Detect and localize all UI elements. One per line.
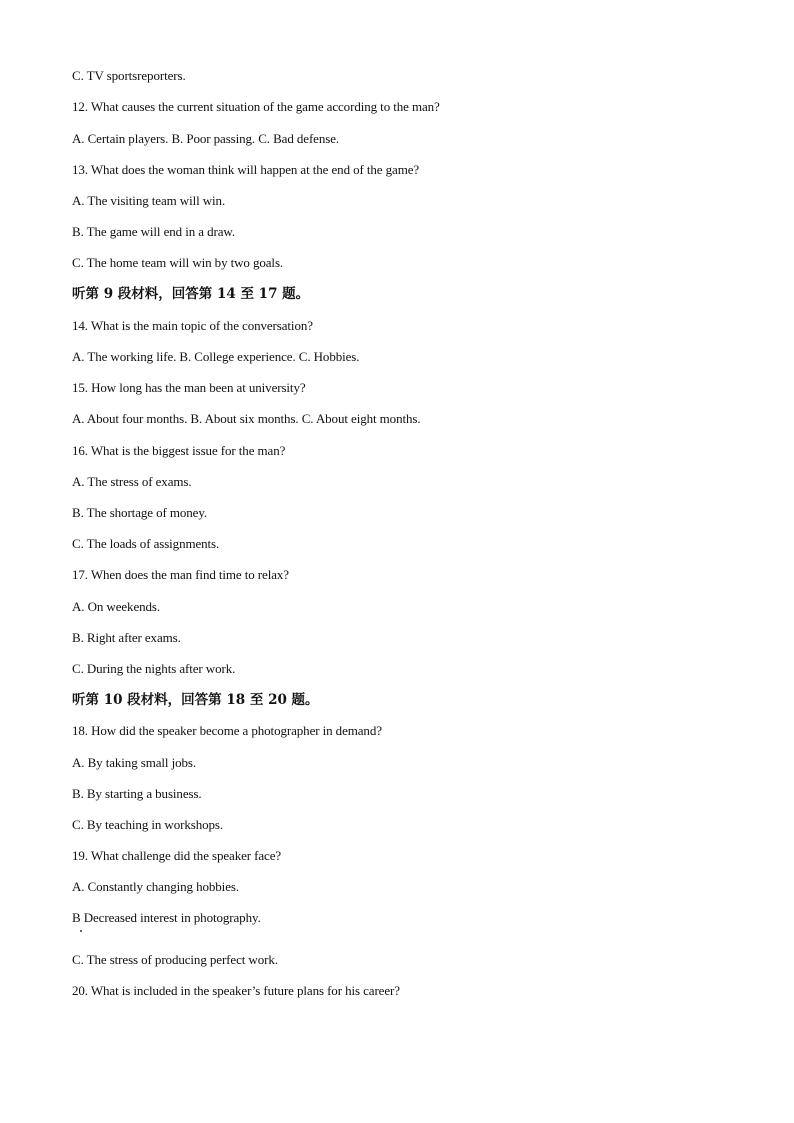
option-19c: C. The stress of producing perfect work. [72, 952, 278, 967]
stray-mark [80, 930, 82, 932]
option-18a: A. By taking small jobs. [72, 755, 196, 770]
option-16c: C. The loads of assignments. [72, 536, 220, 551]
question-12: 12. What causes the current situation of the game according to the man? [72, 99, 440, 114]
options-15: A. About four months. B. About six months. C. About eight months. [72, 411, 421, 426]
option-11c: C. TV sportsreporters. [72, 68, 186, 83]
question-13: 13. What does the woman think will happen at the end of the game? [72, 162, 420, 177]
question-16: 16. What is the biggest issue for the man? [72, 443, 286, 458]
option-16a: A. The stress of exams. [72, 474, 192, 489]
option-17a: A. On weekends. [72, 599, 161, 614]
question-17: 17. When does the man find time to relax? [72, 567, 289, 582]
option-17b: B. Right after exams. [72, 630, 181, 645]
question-15: 15. How long has the man been at university? [72, 380, 306, 395]
section-heading-9: 听第 9 段材料，回答第 14 至 17 题。 [72, 286, 310, 302]
options-14: A. The working life. B. College experience. C. Hobbies. [72, 349, 360, 364]
option-17c: C. During the nights after work. [72, 661, 236, 676]
option-18c: C. By teaching in workshops. [72, 817, 224, 832]
options-12: A. Certain players. B. Poor passing. C. Bad defense. [72, 131, 340, 146]
option-13c: C. The home team will win by two goals. [72, 255, 284, 270]
option-19b: B Decreased interest in photography. [72, 910, 261, 925]
question-14: 14. What is the main topic of the conversation? [72, 318, 313, 333]
option-13a: A. The visiting team will win. [72, 193, 226, 208]
question-20: 20. What is included in the speaker’s future plans for his career? [72, 983, 400, 998]
question-19: 19. What challenge did the speaker face? [72, 848, 282, 863]
option-19a: A. Constantly changing hobbies. [72, 879, 239, 894]
section-heading-10: 听第 10 段材料，回答第 18 至 20 题。 [72, 692, 319, 708]
option-13b: B. The game will end in a draw. [72, 224, 235, 239]
option-16b: B. The shortage of money. [72, 505, 208, 520]
option-18b: B. By starting a business. [72, 786, 202, 801]
question-18: 18. How did the speaker become a photographer in demand? [72, 723, 382, 738]
